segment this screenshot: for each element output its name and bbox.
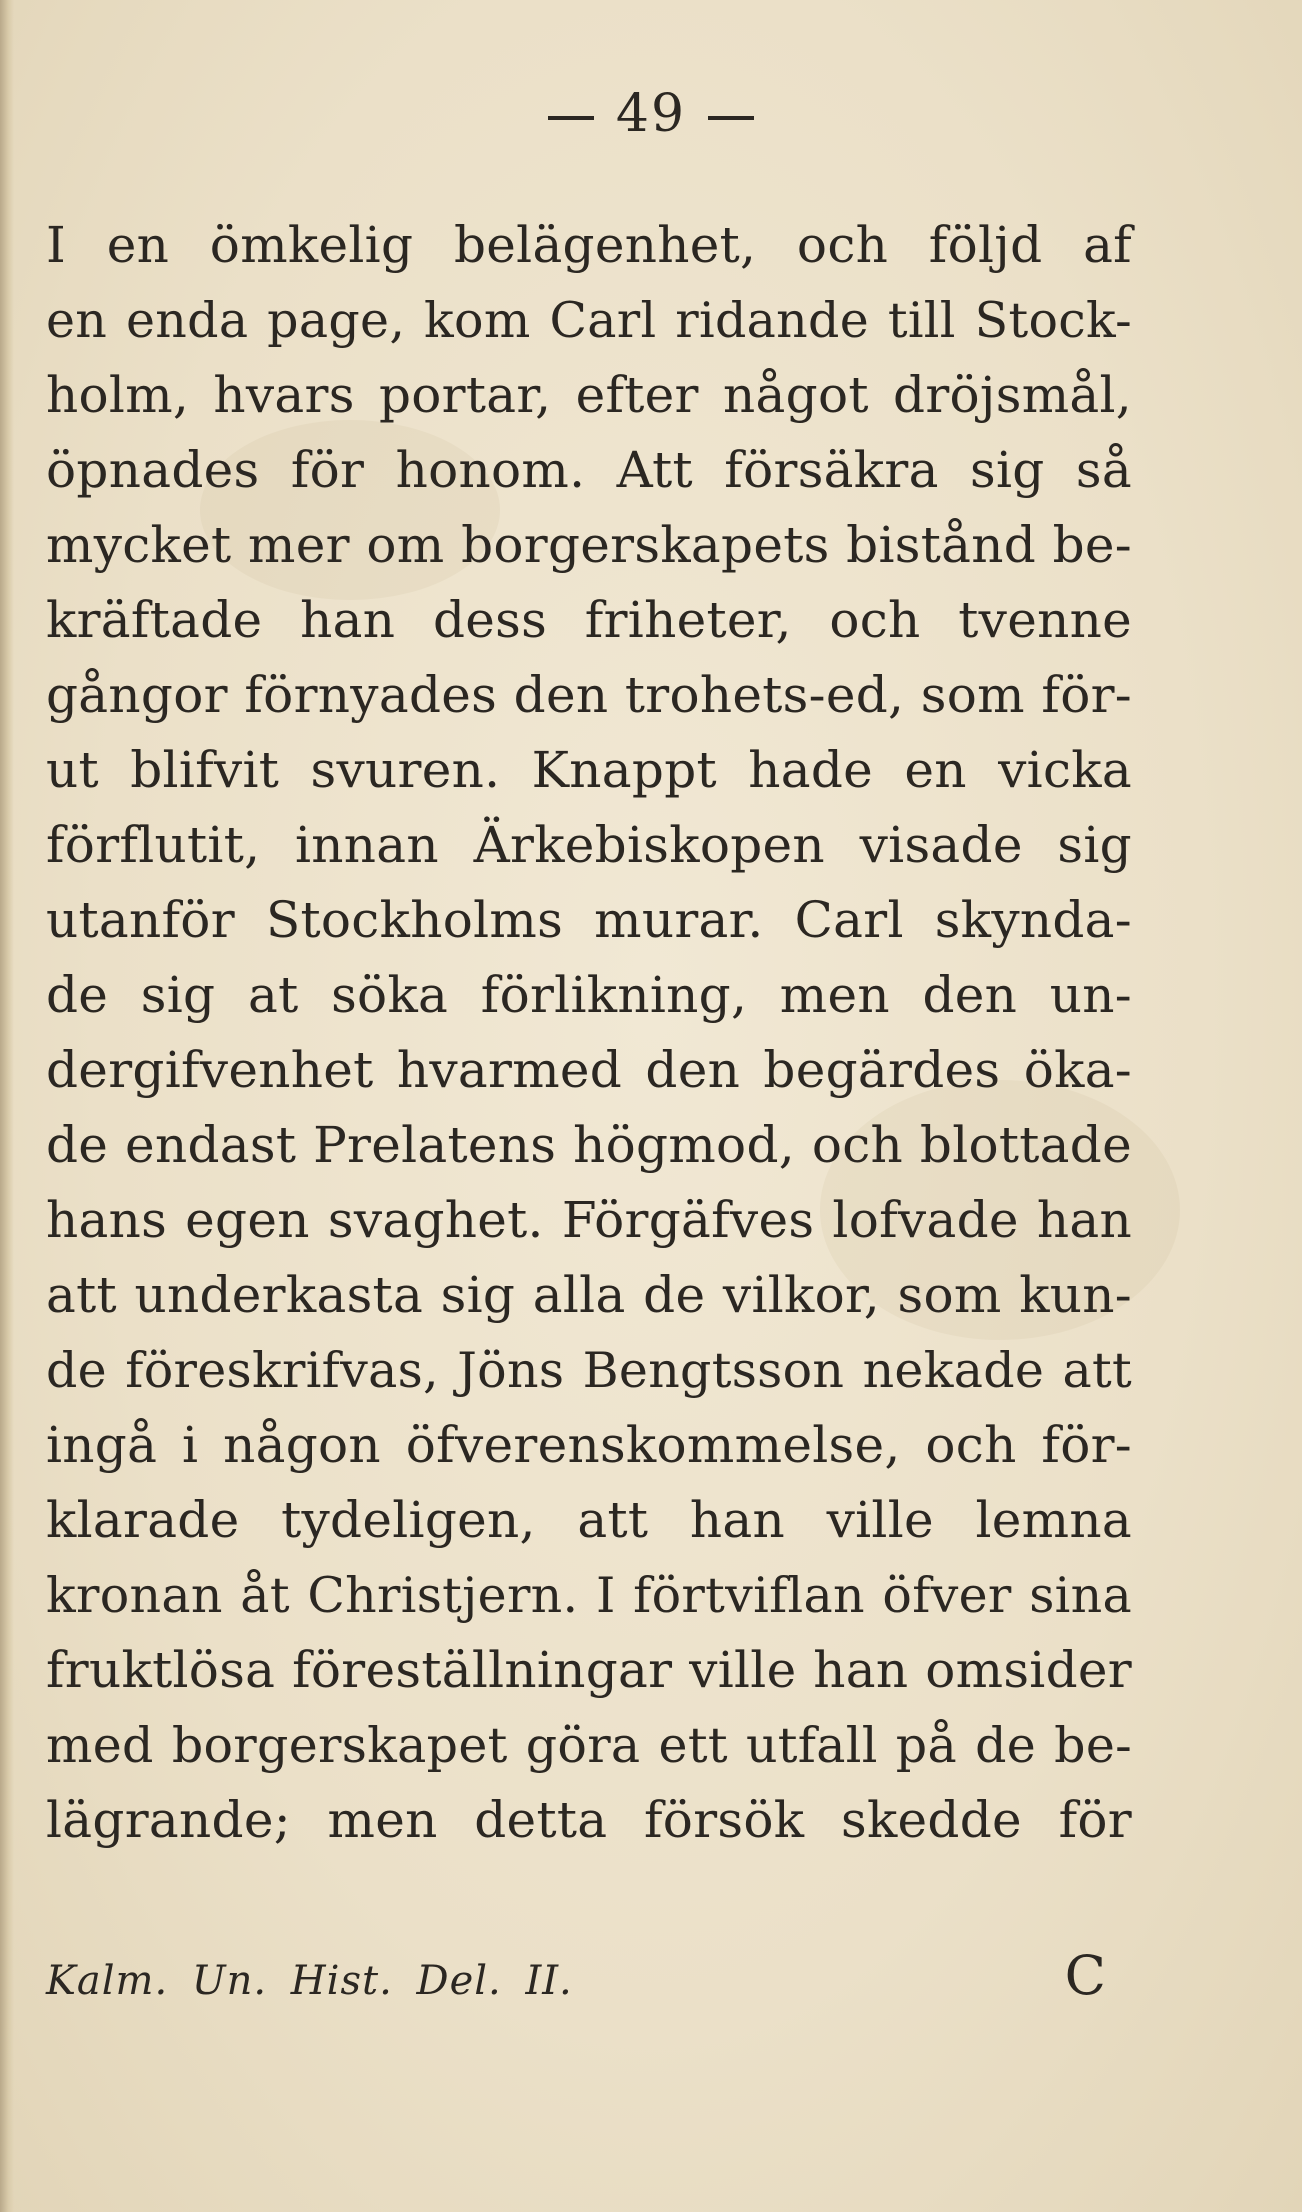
text-line: fruktlösa föreställningar ville han omsider — [46, 1641, 1132, 1699]
header-dash-left — [548, 116, 594, 120]
text-line: kronan åt Christjern. I förtviflan öfver sina — [46, 1567, 1132, 1624]
text-line: öpnades för honom. Att försäkra sig så — [46, 441, 1132, 499]
text-line: utanför Stockholms murar. Carl skynda- — [46, 891, 1132, 949]
text-line: ut blifvit svuren. Knappt hade en vicka — [46, 741, 1132, 799]
text-line: dergifvenhet hvarmed den begärdes ökа- — [46, 1041, 1132, 1099]
body-text — [46, 208, 1132, 1858]
page-footer — [46, 1944, 1132, 2028]
text-line: mycket mer om borgerskapets bistånd be- — [46, 516, 1132, 574]
text-line: att underkasta sig alla de vilkor, som kun- — [46, 1266, 1132, 1324]
text-line: förflutit, innan Ärkebiskopen visade sig — [46, 816, 1132, 874]
page-header — [0, 84, 1302, 144]
text-line: de endast Prelatens högmod, och blottade — [46, 1116, 1132, 1174]
text-line: lägrande; men detta försök skedde för — [46, 1791, 1132, 1849]
page-binding-edge — [0, 0, 14, 2212]
text-line: gångor förnyades den trohets-ed, som för- — [46, 666, 1132, 724]
text-line: med borgerskapet göra ett utfall på de be- — [46, 1717, 1132, 1774]
text-line: I en ömkelig belägenhet, och följd af — [46, 216, 1132, 274]
signature-mark: Kalm. Un. Hist. Del. II. — [46, 1958, 573, 2004]
gathering-mark: C — [1064, 1944, 1106, 2007]
header-dash-right — [708, 116, 754, 120]
text-line: kräftade han dess friheter, och tvenne — [46, 591, 1132, 649]
page-number: 49 — [615, 84, 687, 144]
text-line: hans egen svaghet. Förgäfves lofvade han — [46, 1191, 1132, 1249]
text-line: holm, hvars portar, efter något dröjsmål, — [46, 366, 1132, 424]
text-line: de sig at söka förlikning, men den un- — [46, 966, 1132, 1024]
text-line: en enda page, kom Carl ridande till Stock- — [46, 292, 1132, 349]
text-line: ingå i någon öfverenskommelse, och för- — [46, 1416, 1132, 1474]
text-line: klarade tydeligen, att han ville lemna — [46, 1491, 1132, 1549]
text-line: de föreskrifvas, Jöns Bengtsson nekade att — [46, 1342, 1132, 1399]
